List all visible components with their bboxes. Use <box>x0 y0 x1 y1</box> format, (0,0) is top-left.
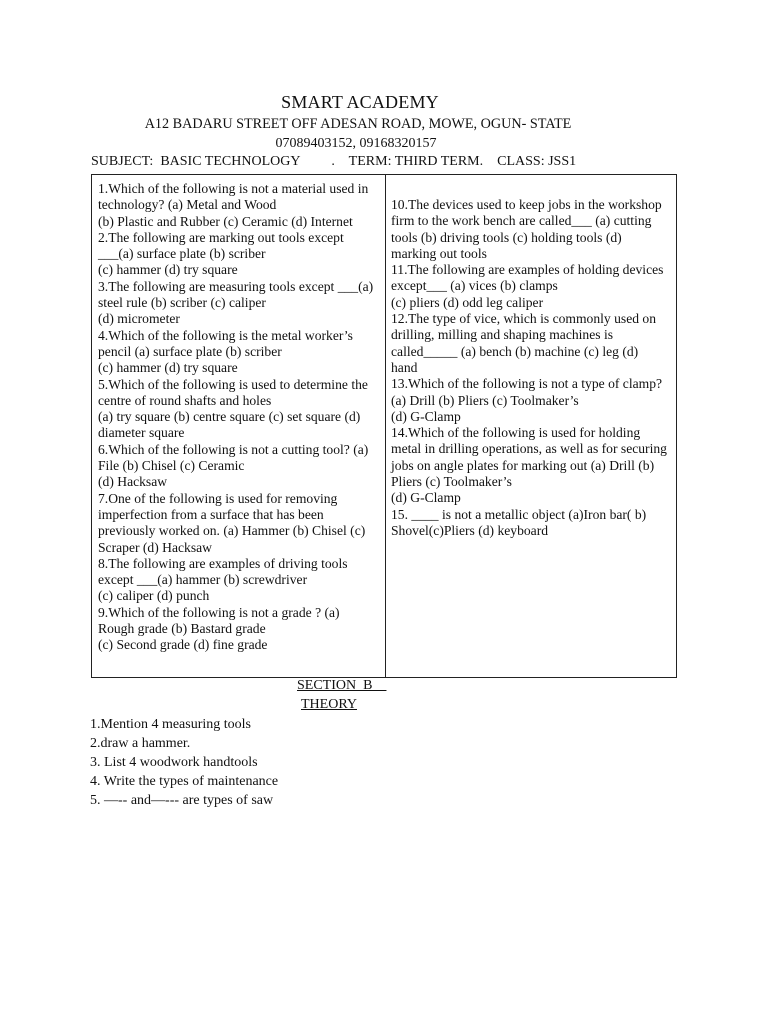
question-line: (d) G-Clamp <box>391 408 461 424</box>
question-line: Scraper (d) Hacksaw <box>98 539 212 555</box>
question-line: pencil (a) surface plate (b) scriber <box>98 343 282 359</box>
theory-question-list <box>90 715 278 810</box>
question-line: Shovel(c)Pliers (d) keyboard <box>391 522 549 538</box>
question-line: 10.The devices used to keep jobs in the workshop <box>391 197 662 212</box>
question-line: 9.Which of the following is not a grade ? (a) <box>98 604 340 620</box>
theory-heading: THEORY <box>301 697 357 712</box>
question-line: previously worked on. (a) Hammer (b) Chisel (c) <box>98 523 366 539</box>
question-line: drilling, milling and shaping machines is <box>391 327 614 343</box>
question-line: hand <box>391 359 418 375</box>
school-address: A12 BADARU STREET OFF ADESAN ROAD, MOWE, OGUN- STATE <box>144 116 572 132</box>
question-line: firm to the work bench are called___ (a) cutting <box>391 213 652 229</box>
question-line: (d) micrometer <box>98 311 180 327</box>
question-line: 12.The type of vice, which is commonly used on <box>391 311 657 327</box>
question-line: tools (b) driving tools (c) holding tools (d) <box>391 229 622 245</box>
objective-questions-table <box>91 174 677 678</box>
question-line: 5.Which of the following is used to determine the <box>98 376 368 392</box>
question-line: metal in drilling operations, as well as for securing <box>391 441 667 457</box>
question-line: steel rule (b) scriber (c) caliper <box>98 295 266 311</box>
question-line: (c) hammer (d) try square <box>98 360 238 376</box>
section-b-heading: SECTION B <box>297 678 387 693</box>
question-line: 4.Which of the following is the metal worker’s <box>98 327 353 343</box>
question-line: 11.The following are examples of holding devices <box>391 262 664 278</box>
question-line: File (b) Chisel (c) Ceramic <box>98 458 245 474</box>
question-line: (b) Plastic and Rubber (c) Ceramic (d) Internet <box>98 213 353 229</box>
question-line: ___(a) surface plate (b) scriber <box>98 246 266 262</box>
theory-question: 4. Write the types of maintenance <box>90 774 279 789</box>
question-line: except___ (a) vices (b) clamps <box>391 278 558 294</box>
theory-question: 3. List 4 woodwork handtools <box>90 755 258 770</box>
question-line: 1.Which of the following is not a material used in <box>98 181 369 196</box>
question-line: 8.The following are examples of driving tools <box>98 555 348 571</box>
question-line: 14.Which of the following is used for holding <box>391 425 641 441</box>
question-line: centre of round shafts and holes <box>98 392 272 408</box>
question-line: marking out tools <box>391 245 487 261</box>
school-phones: 07089403152, 09168320157 <box>275 136 437 151</box>
left-question-column <box>98 181 380 654</box>
question-line: (a) try square (b) centre square (c) set square (d) <box>98 409 361 425</box>
question-line: 15. ____ is not a metallic object (a)Iron bar( b) <box>391 506 647 522</box>
question-line: (c) hammer (d) try square <box>98 262 238 278</box>
question-line: technology? (a) Metal and Wood <box>98 197 277 213</box>
question-line: except ___(a) hammer (b) screwdriver <box>98 572 308 588</box>
question-line: imperfection from a surface that has been <box>98 506 324 522</box>
question-line: (d) G-Clamp <box>391 490 461 506</box>
question-line: (c) pliers (d) odd leg caliper <box>391 294 544 310</box>
question-line: jobs on angle plates for marking out (a) Drill (b) <box>391 457 655 473</box>
question-line: Rough grade (b) Bastard grade <box>98 621 266 637</box>
question-line: 3.The following are measuring tools except ___(a) <box>98 278 374 294</box>
question-line: called_____ (a) bench (b) machine (c) leg (d) <box>391 343 639 359</box>
question-line: (c) Second grade (d) fine grade <box>98 637 268 653</box>
question-line: 2.The following are marking out tools except <box>98 229 344 245</box>
question-line: 13.Which of the following is not a type of clamp? <box>391 376 663 392</box>
question-line: 6.Which of the following is not a cutting tool? (a) <box>98 441 369 457</box>
question-line: (c) caliper (d) punch <box>98 588 210 604</box>
question-line: 7.One of the following is used for removing <box>98 490 338 506</box>
theory-question: 2.draw a hammer. <box>90 736 191 751</box>
question-line: diameter square <box>98 425 185 441</box>
question-line: (a) Drill (b) Pliers (c) Toolmaker’s <box>391 392 579 408</box>
question-line: Pliers (c) Toolmaker’s <box>391 474 512 490</box>
column-divider <box>385 175 386 677</box>
school-name: SMART ACADEMY <box>281 92 439 112</box>
theory-question: 1.Mention 4 measuring tools <box>90 717 251 732</box>
subject-term-class-line: SUBJECT: BASIC TECHNOLOGY . TERM: THIRD TERM. CLASS: JSS1 <box>91 154 577 169</box>
right-question-column <box>391 197 675 539</box>
question-line: (d) Hacksaw <box>98 474 168 490</box>
theory-question: 5. —-- and—--- are types of saw <box>90 793 274 808</box>
